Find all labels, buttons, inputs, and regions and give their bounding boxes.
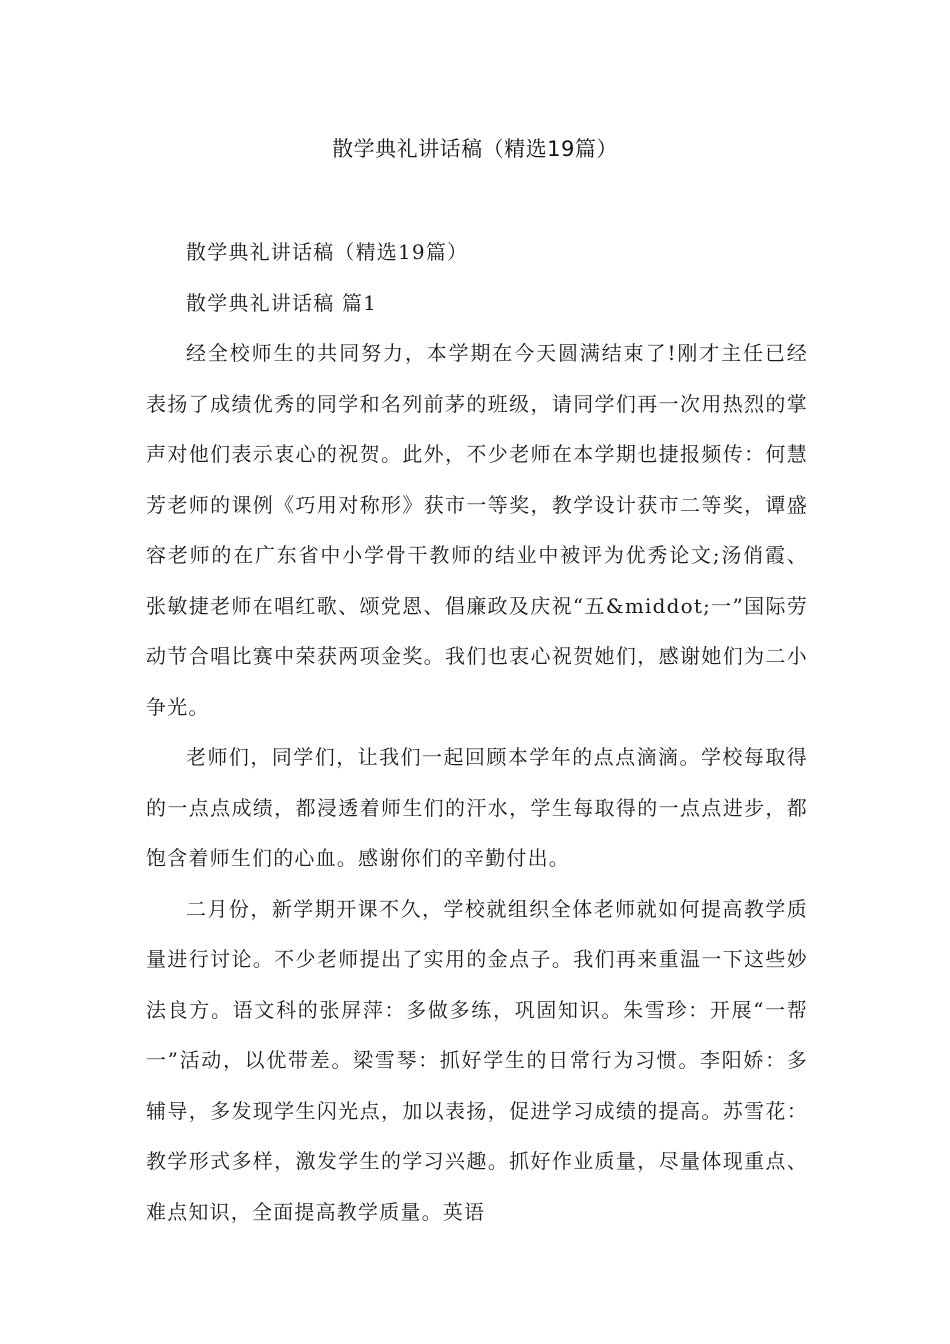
document-body bbox=[146, 227, 808, 1237]
paragraph-subtitle: 散学典礼讲话稿（精选19篇） bbox=[186, 240, 469, 264]
paragraph: 二月份，新学期开课不久，学校就组织全体老师就如何提高教学质量进行讨论。不少老师提出了实用的金点子。我们再来重温一下这些妙法良方。语文科的张屏萍：多做多练，巩固知识。朱雪珍：开展“一帮一”活动，以优带差。梁雪琴：抓好学生的日常行为习惯。李阳娇：多辅导，多发现学生闪光点，加以表扬，促进学习成绩的提高。苏雪花：教学形式多样，激发学生的学习兴趣。抓好作业质量，尽量体现重点、难点知识，全面提高教学质量。英语 bbox=[146, 896, 808, 1224]
document-title: 散学典礼讲话稿（精选19篇） bbox=[332, 137, 618, 161]
paragraph: 经全校师生的共同努力，本学期在今天圆满结束了!刚才主任已经表扬了成绩优秀的同学和名列前茅的班级，请同学们再一次用热烈的掌声对他们表示衷心的祝贺。此外，不少老师在本学期也捷报频传：何慧芳老师的课例《巧用对称形》获市一等奖，教学设计获市二等奖，谭盛容老师的在广东省中小学骨干教师的结业中被评为优秀论文;汤俏霞、张敏捷老师在唱红歌、颂党恩、倡廉政及庆祝“五&middot;一”国际劳动节合唱比赛中荣获两项金奖。我们也衷心祝贺她们，感谢她们为二小争光。 bbox=[146, 341, 808, 719]
paragraph: 老师们，同学们，让我们一起回顾本学年的点点滴滴。学校每取得的一点点成绩，都浸透着师生们的汗水，学生每取得的一点点进步，都饱含着师生们的心血。感谢你们的辛勤付出。 bbox=[146, 745, 808, 870]
paragraph-section-heading: 散学典礼讲话稿 篇1 bbox=[186, 290, 378, 315]
